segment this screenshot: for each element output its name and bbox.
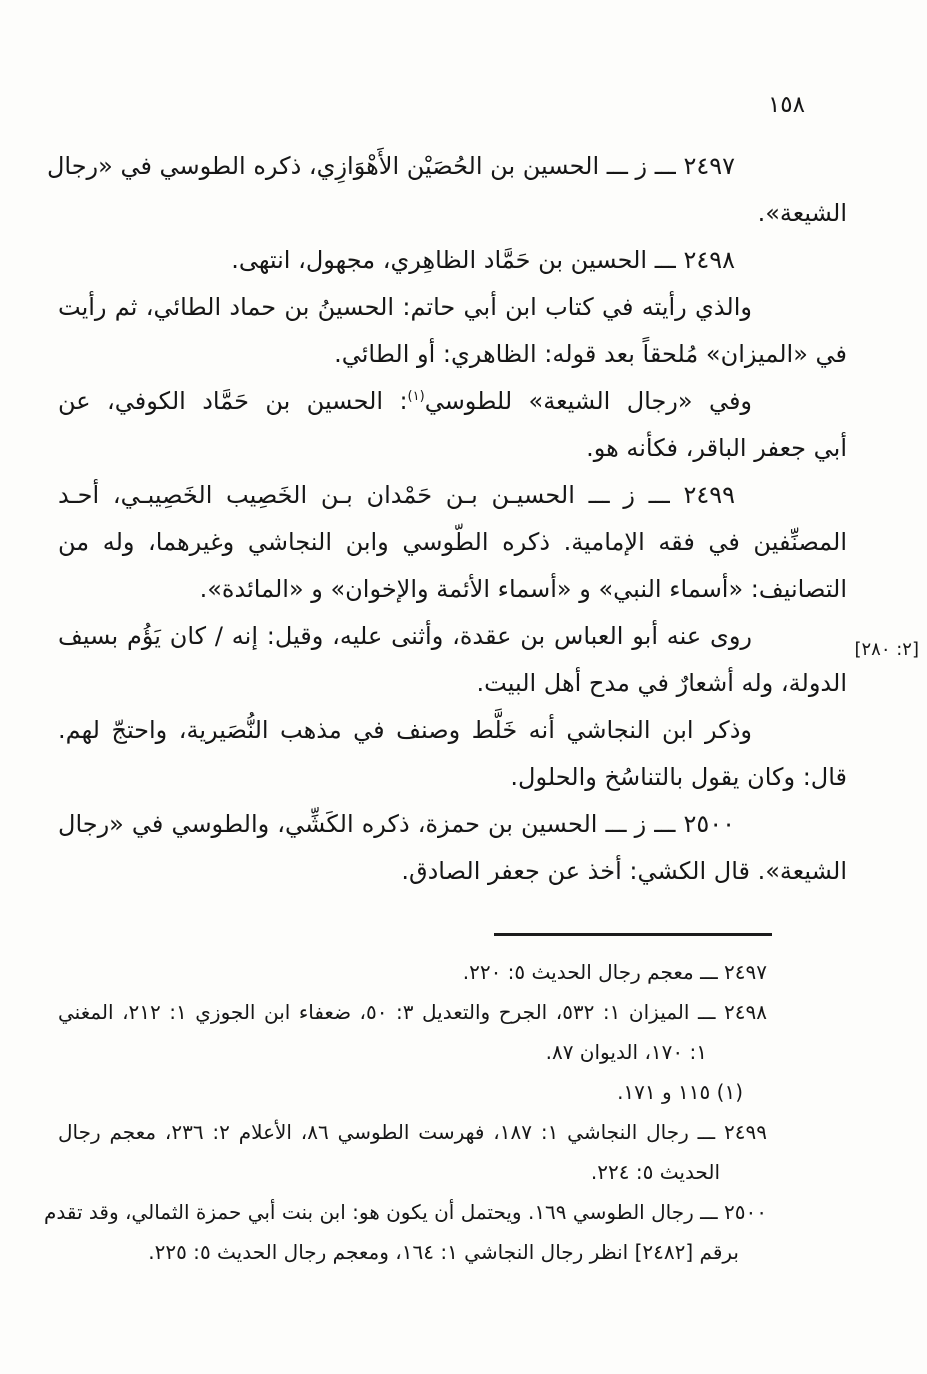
footnote-2499-line-1: ٢٤٩٩ ـــ رجال النجاشي ١: ١٨٧، فهرست الطوسي ٨٦، الأعلام ٢: ٢٣٦، معجم رجال (58, 1120, 767, 1144)
footnote-2497: ٢٤٩٧ ـــ معجم رجال الحديث ٥: ٢٢٠. (462, 960, 767, 984)
text-run: وفي «رجال الشيعة» للطوسي (424, 387, 753, 415)
entry-2500-line-2: الشيعة». قال الكشي: أخذ عن جعفر الصادق. (401, 857, 847, 885)
body-text (46, 143, 847, 895)
footnote-1: (١) ١١٥ و ١٧١. (617, 1080, 743, 1104)
entry-2497-line-2: الشيعة». (757, 199, 847, 227)
entry-2498-comment-line-3 (58, 378, 847, 425)
entry-2500-line-1: ٢٥٠٠ ـــ ز ـــ الحسين بن حمزة، ذكره الكَشِّي، والطوسي في «رجال (58, 810, 735, 838)
entry-2498-comment-line-2: في «الميزان» مُلحقاً بعد قوله: الظاهري: أو الطائي. (334, 340, 847, 368)
footnote-2499-line-2: الحديث ٥: ٢٢٤. (590, 1160, 720, 1184)
footnote-2498-line-1: ٢٤٩٨ ـــ الميزان ١: ٥٣٢، الجرح والتعديل ٣: ٥٠، ضعفاء ابن الجوزي ١: ٢١٢، المغني (58, 1000, 767, 1024)
entry-2498-comment-line-4: أبي جعفر الباقر، فكأنه هو. (586, 434, 847, 462)
entry-2498-line-1: ٢٤٩٨ ـــ الحسين بن حَمَّاد الظاهِري، مجهول، انتهى. (231, 246, 735, 274)
footnote-separator (494, 933, 772, 936)
entry-2499-line-7: قال: وكان يقول بالتناسُخ والحلول. (510, 763, 847, 791)
footnote-2500-line-2: برقم [٢٤٨٢] انظر رجال النجاشي ١: ١٦٤، ومعجم رجال الحديث ٥: ٢٢٥. (148, 1240, 739, 1264)
entry-2499-line-5: الدولة، وله أشعارٌ في مدح أهل البيت. (476, 669, 847, 697)
entry-2498-comment-line-1: والذي رأيته في كتاب ابن أبي حاتم: الحسينُ بن حماد الطائي، ثم رأيت (58, 293, 752, 321)
footnote-2498-line-2: ١: ١٧٠، الديوان ٨٧. (545, 1040, 707, 1064)
entry-2499-line-2: المصنِّفين في فقه الإمامية. ذكره الطّوسي وابن النجاشي وغيرهما، وله من (58, 528, 847, 556)
entry-2499-line-1: ٢٤٩٩ ـــ ز ـــ الحسيـن بـن حَمْدان بـن الخَصِيب الخَصِيبـي، أحـد (58, 481, 735, 509)
footnote-2500-line-1: ٢٥٠٠ ـــ رجال الطوسي ١٦٩. ويحتمل أن يكون هو: ابن بنت أبي حمزة الثمالي، وقد تقدم (43, 1200, 767, 1224)
entry-2499-line-4: روى عنه أبو العباس بن عقدة، وأثنى عليه، وقيل: إنه / كان يَؤُم بسيف (58, 622, 752, 650)
text-run: : الحسين بن حَمَّاد الكوفي، عن (58, 387, 408, 415)
margin-volume-page-note: [٢: ٢٨٠] (854, 639, 919, 660)
footnote-reference-1: (١) (407, 389, 425, 404)
entry-2499-line-6: وذكر ابن النجاشي أنه خَلَّط وصنف في مذهب النُّصَيرية، واحتجّ لهم. (58, 716, 752, 744)
footnotes (43, 952, 847, 1272)
page-number: ١٥٨ (767, 92, 805, 118)
entry-2497-line-1: ٢٤٩٧ ـــ ز ـــ الحسين بن الحُصَيْن الأَهْوَازِي، ذكره الطوسي في «رجال (46, 152, 735, 180)
entry-2499-line-3: التصانيف: «أسماء النبي» و «أسماء الأئمة والإخوان» و «المائدة». (199, 575, 847, 603)
